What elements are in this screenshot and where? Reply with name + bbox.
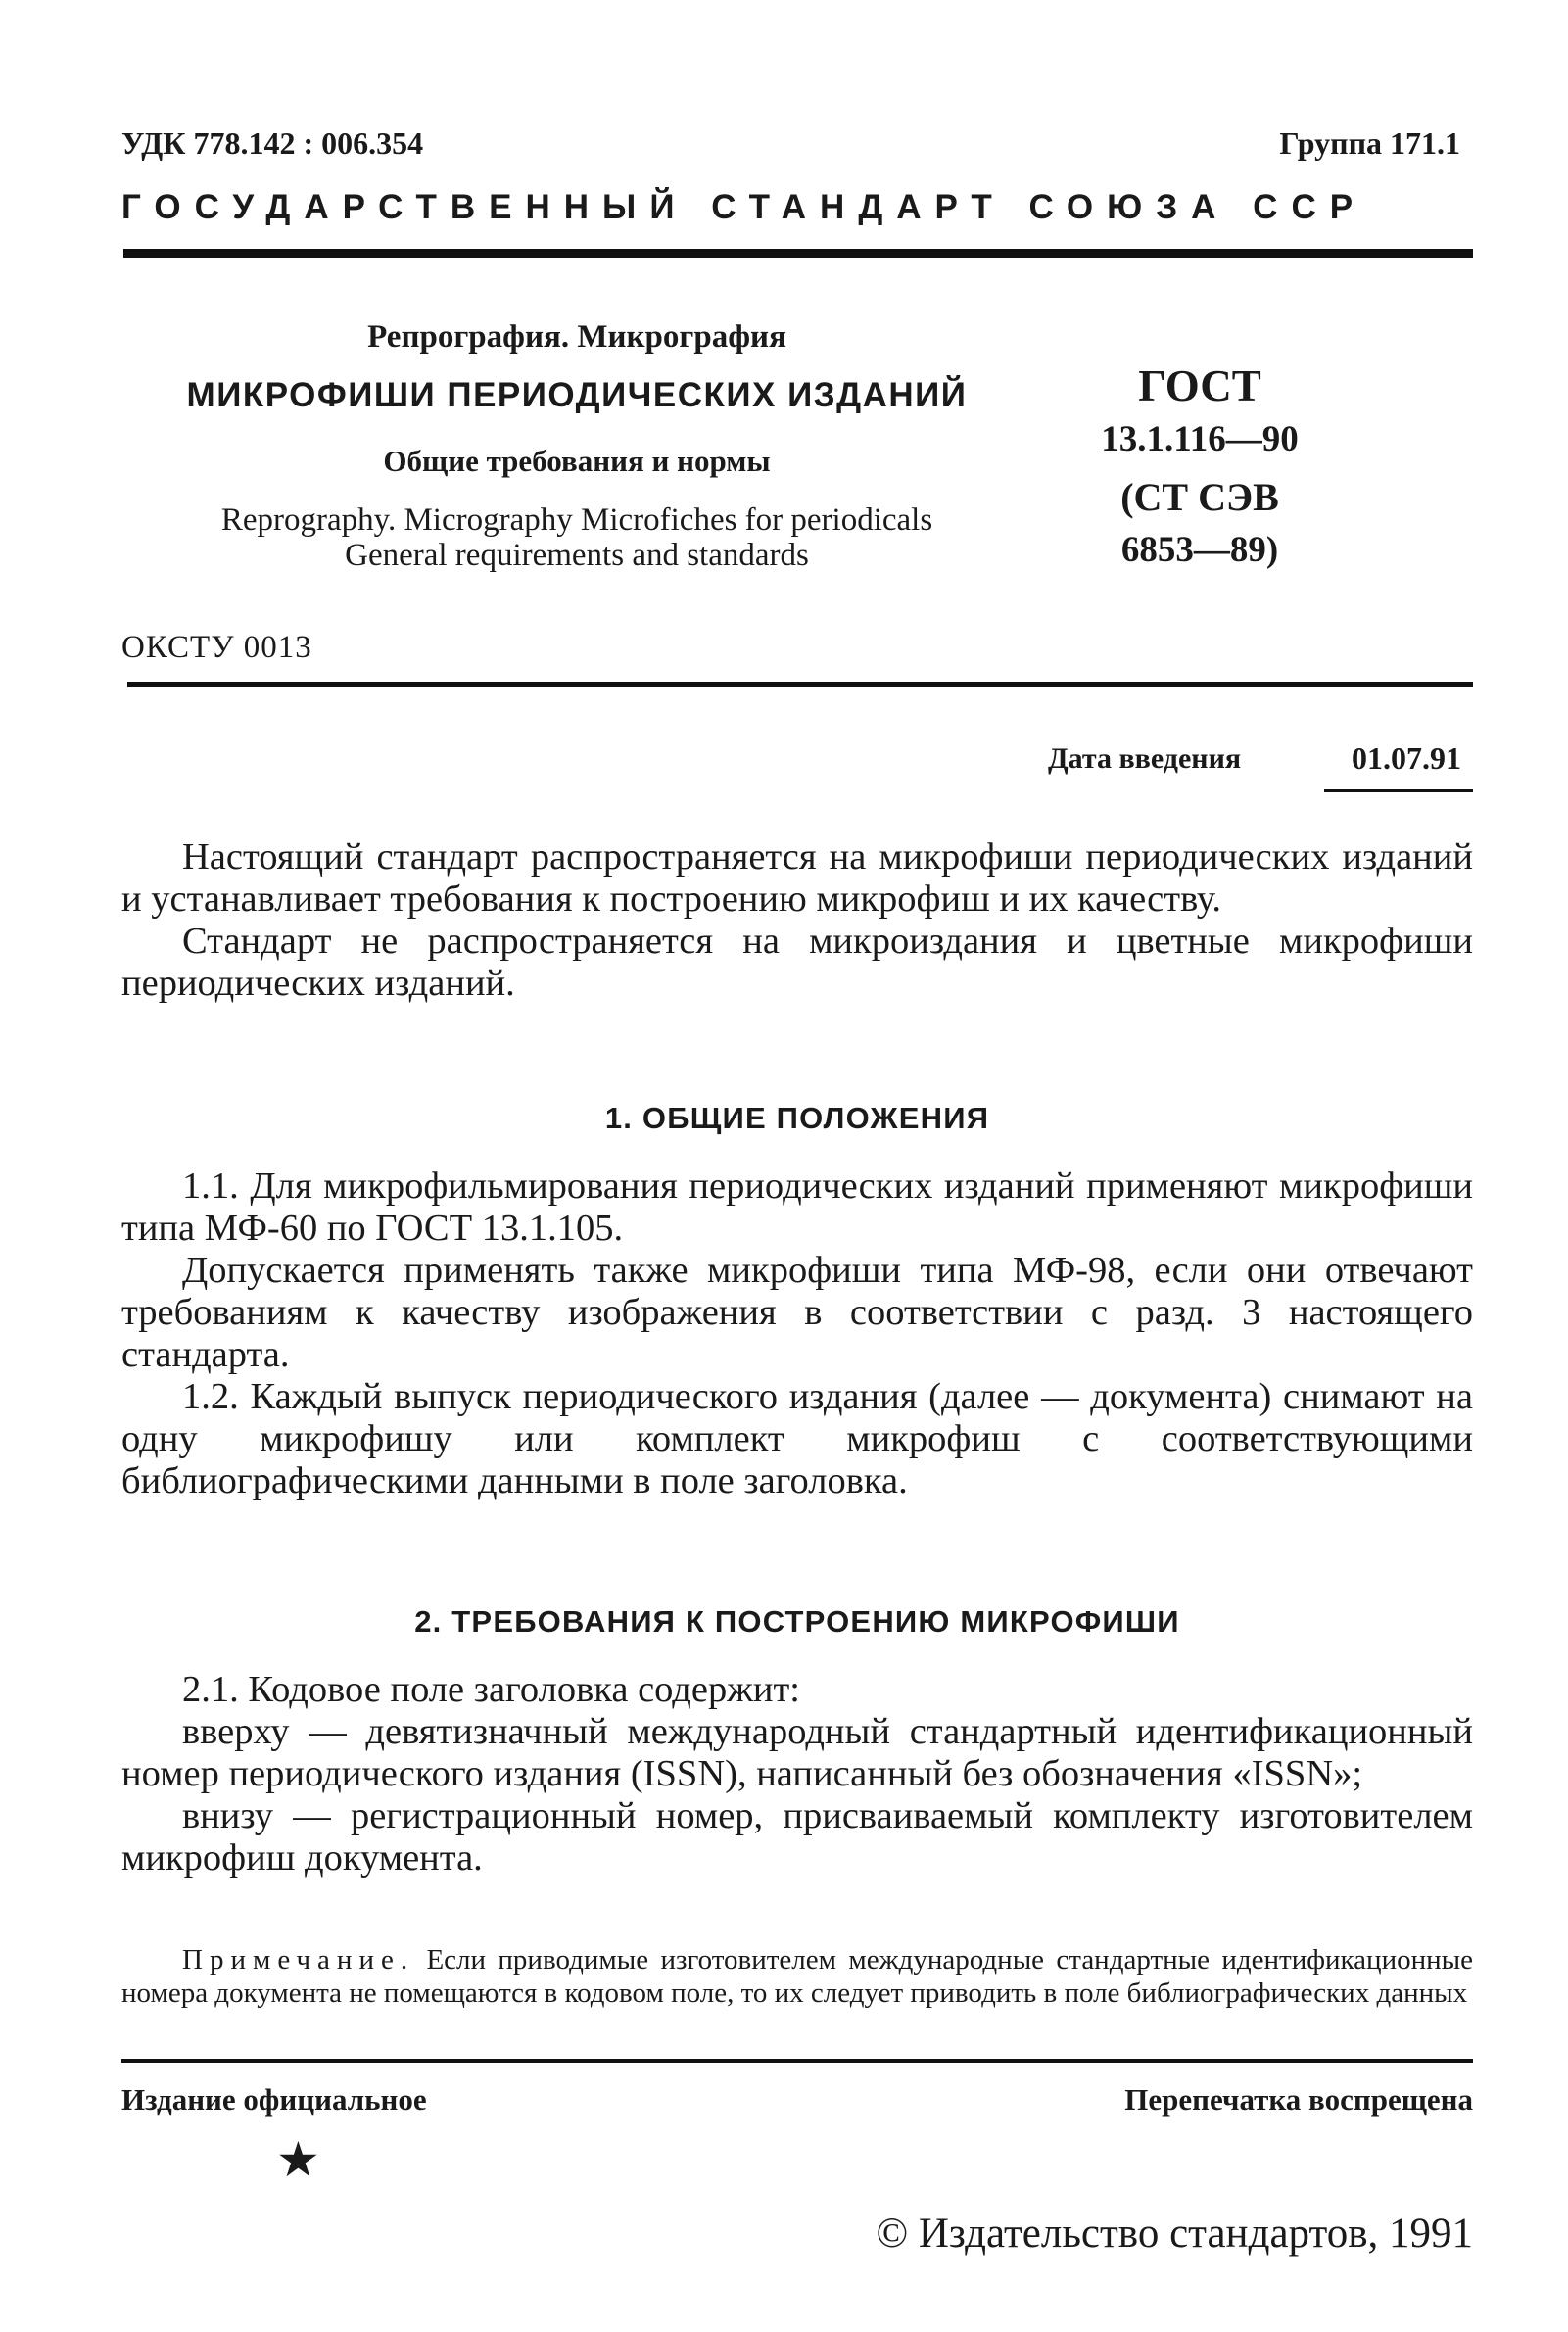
intro-text [121,836,1473,1005]
category-line: Репрография. Микрография [367,319,786,355]
gost-number: 13.1.116—90 [1101,419,1299,459]
document-title: МИКРОФИШИ ПЕРИОДИЧЕСКИХ ИЗДАНИЙ [186,376,968,414]
section-1-text [121,1166,1473,1502]
section-2-heading: 2. ТРЕБОВАНИЯ К ПОСТРОЕНИЮ МИКРОФИШИ [414,1604,1180,1639]
intro-paragraph-2: Стандарт не распространяется на микроиздания и цветные микрофиши периодических изданий. [121,921,1473,1004]
section-1-paragraph-1: 1.1. Для микрофильмирования периодических изданий применяют микрофиши типа МФ-60 по ГОСТ 13.1.105. [121,1166,1473,1249]
section-1-heading: 1. ОБЩИЕ ПОЛОЖЕНИЯ [604,1101,990,1135]
section-1-paragraph-3: 1.2. Каждый выпуск периодического издания (далее — документа) снимают на одну микрофишу или комплект микрофиш с соответствующими библиографическими данными в поле заголовка. [121,1376,1473,1501]
state-standard-banner: ГОСУДАРСТВЕННЫЙ СТАНДАРТ СОЮЗА ССР [121,188,1367,226]
note-label: Примечание. [182,1944,415,1975]
intro-date-label: Дата введения [1048,742,1242,775]
section-1-paragraph-2: Допускается применять также микрофиши типа МФ-98, если они отвечают требованиям к качеству изображения в соответствии с разд. 3 настоящего стандарта. [121,1250,1473,1375]
header-rule [123,249,1473,258]
official-edition: Издание официальное [121,2082,427,2117]
section-2-paragraph-2: вверху — девятизначный международный стандартный идентификационный номер периодического издания (ISSN), написанный без обозначения «ISSN»; [121,1711,1473,1794]
gost-label: ГОСТ [1138,361,1261,410]
group-code: Группа 171.1 [1279,125,1460,161]
st-sev-label: (СТ СЭВ [1120,475,1279,519]
star-icon: ★ [276,2132,320,2187]
intro-date-underline [1324,789,1473,792]
document-subtitle: Общие требования и нормы [383,444,771,478]
english-title-line1: Reprography. Micrography Microfiches for periodicals [220,502,933,538]
footer-rule [121,2059,1473,2063]
note-text: Если приводимые изготовителем международные стандартные идентификационные номера документа не помещаются в кодовом поле, то их следует приводить в поле библиографических данных [121,1944,1473,2009]
english-title-line2: General requirements and standards [345,538,809,573]
udc-code: УДК 778.142 : 006.354 [121,125,424,161]
copyright-line: © Издательство стандартов, 1991 [876,2211,1473,2257]
title-rule [127,682,1473,687]
section-2-text [121,1669,1473,1880]
okstu-code: ОКСТУ 0013 [121,630,312,665]
section-2-paragraph-1: 2.1. Кодовое поле заголовка содержит: [182,1669,800,1710]
section-2-paragraph-3: внизу — регистрационный номер, присваиваемый комплекту изготовителем микрофиш документа. [121,1795,1473,1879]
st-sev-number: 6853—89) [1120,530,1279,570]
intro-date-value: 01.07.91 [1352,740,1461,776]
reprint-prohibited: Перепечатка воспрещена [1124,2082,1473,2117]
note-block [121,1943,1473,2010]
intro-paragraph-1: Настоящий стандарт распространяется на микрофиши периодических изданий и устанавливает требования к построению микрофиш и их качеству. [121,836,1473,920]
